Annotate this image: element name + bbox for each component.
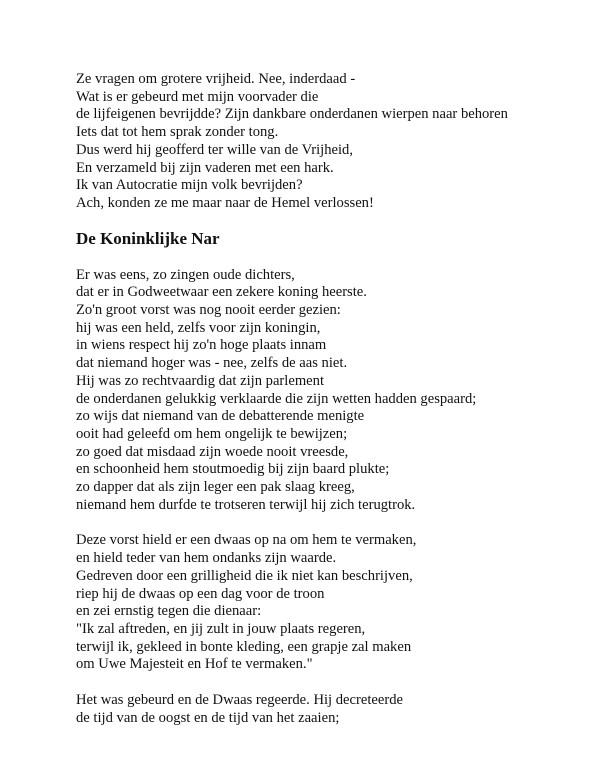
poem-line: de tijd van de oogst en de tijd van het zaaien; — [76, 709, 340, 726]
poem-line: ooit had geleefd om hem ongelijk te bewijzen; — [76, 425, 348, 442]
poem-line: Ze vragen om grotere vrijheid. Nee, inderdaad - — [76, 71, 356, 87]
poem-line: en zei ernstig tegen die dienaar: — [76, 603, 262, 620]
poem-line: zo goed dat misdaad zijn woede nooit vreesde, — [76, 443, 349, 460]
poem-line: Ach, konden ze me maar naar de Hemel verlossen! — [76, 194, 374, 211]
poem-line: hij was een held, zelfs voor zijn koningin, — [76, 319, 321, 336]
stanza-gap — [76, 674, 576, 692]
poem-line: en schoonheid hem stoutmoedig bij zijn baard plukte; — [76, 461, 390, 478]
poem-line: Deze vorst hield er een dwaas op na om hem te vermaken, — [76, 532, 417, 549]
stanza-intro — [76, 71, 576, 213]
poem-line: niemand hem durfde te trotseren terwijl hij zich terugtrok. — [76, 496, 416, 513]
document-page — [76, 71, 576, 728]
poem-line: Het was gebeurd en de Dwaas regeerde. Hij decreteerde — [76, 692, 403, 709]
poem-line: zo dapper dat als zijn leger een pak slaag kreeg, — [76, 479, 355, 496]
poem-line: "Ik zal aftreden, en jij zult in jouw plaats regeren, — [76, 620, 366, 637]
poem-line: riep hij de dwaas op een dag voor de troon — [76, 585, 325, 602]
poem-line: Dus werd hij geofferd ter wille van de Vrijheid, — [76, 141, 354, 158]
poem-line: om Uwe Majesteit en Hof te vermaken." — [76, 656, 313, 673]
poem-line: En verzameld bij zijn vaderen met een hark. — [76, 159, 334, 176]
poem-line: Wat is er gebeurd met mijn voorvader die — [76, 88, 319, 105]
poem-line: Ik van Autocratie mijn volk bevrijden? — [76, 177, 303, 194]
poem-line: zo wijs dat niemand van de debatterende menigte — [76, 408, 365, 425]
poem-line: Gedreven door een grilligheid die ik niet kan beschrijven, — [76, 567, 413, 584]
poem-line: in wiens respect hij zo'n hoge plaats innam — [76, 337, 327, 354]
poem-line: Iets dat tot hem sprak zonder tong. — [76, 124, 279, 141]
stanza-2 — [76, 532, 576, 674]
stanza-1 — [76, 267, 576, 515]
poem-line: en hield teder van hem ondanks zijn waarde. — [76, 550, 337, 567]
poem-line: dat er in Godweetwaar een zekere koning heerste. — [76, 284, 367, 301]
stanza-3 — [76, 692, 576, 727]
stanza-gap — [76, 514, 576, 532]
poem-line: de onderdanen gelukkig verklaarde die zijn wetten hadden gespaard; — [76, 390, 477, 407]
poem-line: Hij was zo rechtvaardig dat zijn parlement — [76, 372, 324, 389]
poem-line: de lijfeigenen bevrijdde? Zijn dankbare onderdanen wierpen naar behoren — [76, 106, 508, 123]
poem-title: De Koninklijke Nar — [76, 228, 220, 248]
poem-line: dat niemand hoger was - nee, zelfs de aas niet. — [76, 355, 348, 372]
poem-line: Er was eens, zo zingen oude dichters, — [76, 266, 295, 283]
poem-line: Zo'n groot vorst was nog nooit eerder gezien: — [76, 302, 341, 319]
poem-line: terwijl ik, gekleed in bonte kleding, een grapje zal maken — [76, 638, 412, 655]
